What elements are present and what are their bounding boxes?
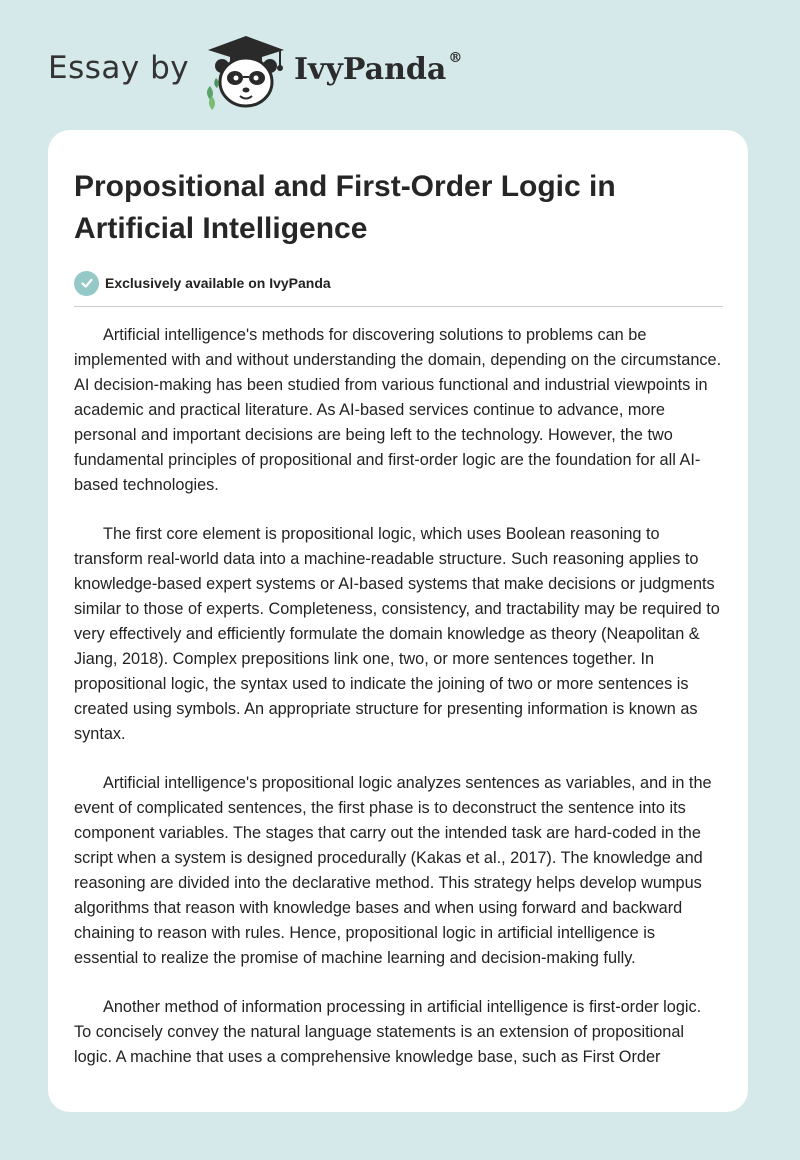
- check-icon: [74, 271, 99, 296]
- brand-logo-text[interactable]: [294, 52, 462, 87]
- title-divider: [74, 306, 723, 307]
- essay-card: [48, 130, 748, 1112]
- brand-name: IvyPanda: [294, 52, 447, 87]
- essay-body: [74, 323, 722, 1070]
- site-header: [0, 0, 800, 130]
- essay-title: Propositional and First-Order Logic in Artificial Intelligence: [74, 170, 616, 245]
- registered-mark: ®: [448, 50, 463, 66]
- essay-by-label: Essay by: [48, 50, 190, 86]
- exclusive-badge: [74, 270, 722, 296]
- paragraph-4: Another method of information processing in artificial intelligence is first-order logic. To concisely convey the natural language statements is an extension of propositional logic. A machine that uses a comprehensive knowledge base, such as First Order: [74, 998, 702, 1066]
- paragraph-3: Artificial intelligence's propositional logic analyzes sentences as variables, and in the event of complicated sentences, the first phase is to deconstruct the sentence into its component variables. The stages that carry out the intended task are hard-coded in the script when a system is designed procedurally (Kakas et al., 2017). The knowledge and reasoning are divided into the declarative method. This strategy helps develop wumpus algorithms that reason with knowledge bases and when using forward and backward chaining to reason with rules. Hence, propositional logic in artificial intelligence is essential to realize the promise of machine learning and decision-making fully.: [74, 774, 712, 967]
- panda-graduate-icon[interactable]: [200, 30, 292, 110]
- exclusive-label: Exclusively available on IvyPanda: [105, 275, 331, 291]
- paragraph-1: Artificial intelligence's methods for discovering solutions to problems can be implemented with and without understanding the domain, depending on the circumstance. AI decision-making has been studied from various functional and industrial viewpoints in academic and practical literature. As AI-based services continue to advance, more personal and important decisions are being left to the technology. However, the two fundamental principles of propositional and first-order logic are the foundation for all AI-based technologies.: [74, 326, 722, 494]
- paragraph-2: The first core element is propositional logic, which uses Boolean reasoning to transform real-world data into a machine-readable structure. Such reasoning applies to knowledge-based expert systems or AI-based systems that make decisions or judgments similar to those of experts. Completeness, consistency, and tractability may be required to very effectively and efficiently formulate the domain knowledge as theory (Neapolitan & Jiang, 2018). Complex prepositions link one, two, or more sentences together. In propositional logic, the syntax used to indicate the joining of two or more sentences is created using symbols. An appropriate structure for presenting information is known as syntax.: [74, 525, 720, 743]
